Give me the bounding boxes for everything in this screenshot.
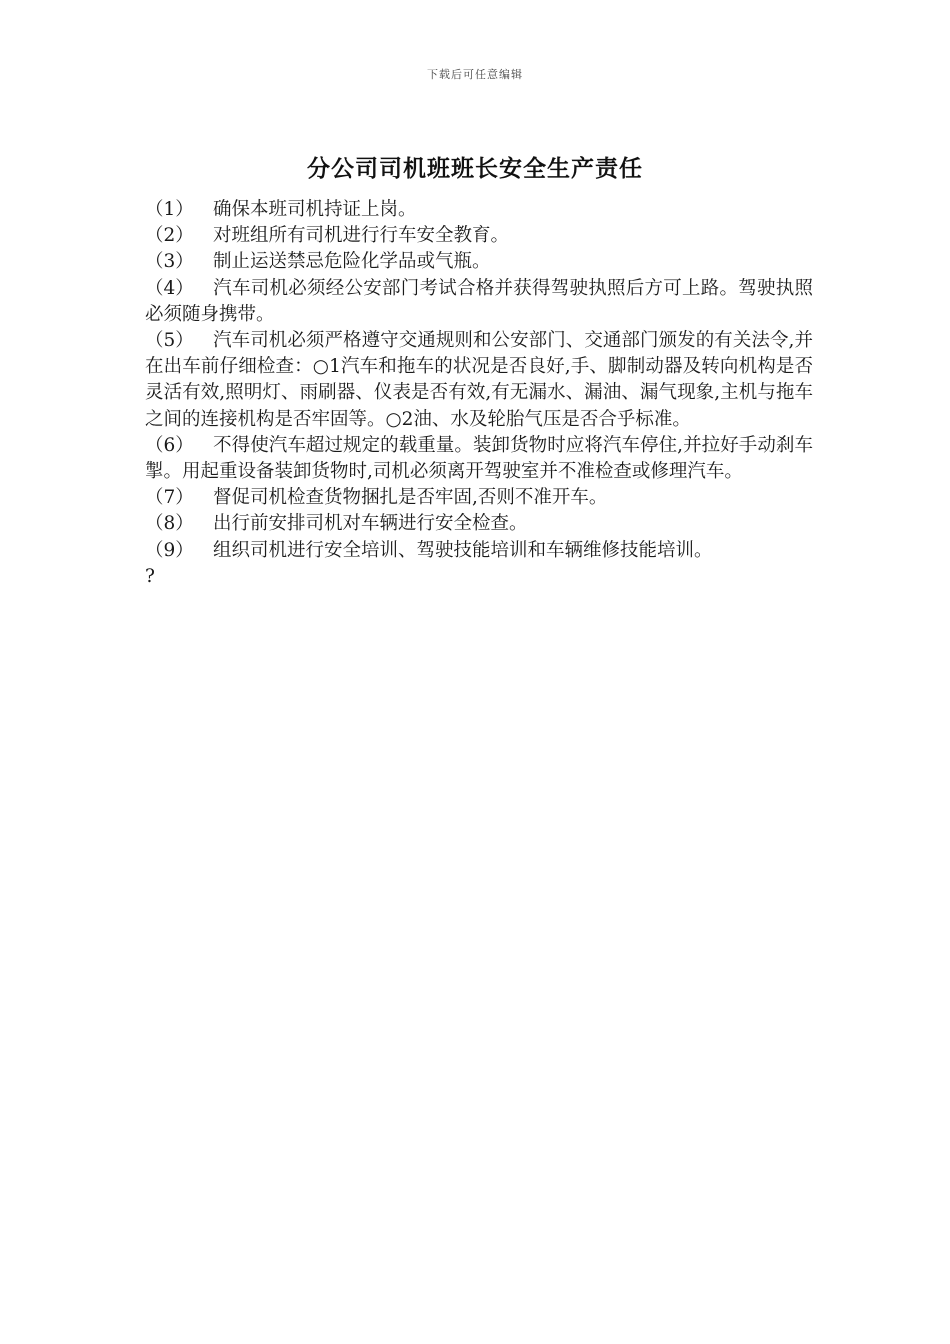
item-text: 对班组所有司机进行行车安全教育。 xyxy=(213,225,510,247)
item-text: 不得使汽车超过规定的载重量。装卸货物时应将汽车停住,并拉好手动刹车掣。用起重设备装卸货物时,司机必须离开驾驶室并不准检查或修理汽车。 xyxy=(145,434,813,483)
list-item xyxy=(145,276,813,328)
document-body xyxy=(145,197,813,590)
list-item xyxy=(145,197,813,223)
item-text: 汽车司机必须严格遵守交通规则和公安部门、交通部门颁发的有关法令,并在出车前仔细检查：○1汽车和拖车的状况是否良好,手、脚制动器及转向机构是否灵活有效,照明灯、雨刷器、仪表是否有效,有无漏水、漏油、漏气现象,主机与拖车之间的连接机构是否牢固等。○2油、水及轮胎气压是否合乎标准。 xyxy=(145,330,813,430)
trailing-mark: ? xyxy=(145,565,155,587)
list-item xyxy=(145,538,813,564)
item-number: （2） xyxy=(145,225,194,247)
item-number: （4） xyxy=(145,277,194,299)
item-number: （7） xyxy=(145,487,194,509)
item-number: （5） xyxy=(145,330,194,352)
list-item xyxy=(145,511,813,537)
item-text: 确保本班司机持证上岗。 xyxy=(213,199,417,220)
item-number: （8） xyxy=(145,513,194,535)
list-item xyxy=(145,328,813,433)
item-text: 出行前安排司机对车辆进行安全检查。 xyxy=(213,513,528,535)
list-item xyxy=(145,223,813,249)
list-item xyxy=(145,433,813,485)
list-item xyxy=(145,249,813,275)
item-text: 汽车司机必须经公安部门考试合格并获得驾驶执照后方可上路。驾驶执照必须随身携带。 xyxy=(145,277,813,325)
list-item xyxy=(145,485,813,511)
item-text: 组织司机进行安全培训、驾驶技能培训和车辆维修技能培训。 xyxy=(213,539,713,561)
item-number: （6） xyxy=(145,434,194,456)
item-number: （3） xyxy=(145,251,194,273)
header-note: 下载后可任意编辑 xyxy=(427,68,523,81)
item-text: 督促司机检查货物捆扎是否牢固,否则不准开车。 xyxy=(213,487,608,509)
item-text: 制止运送禁忌危险化学品或气瓶。 xyxy=(213,251,491,273)
item-number: （9） xyxy=(145,539,194,561)
document-title: 分公司司机班班长安全生产责任 xyxy=(307,155,643,182)
item-number: （1） xyxy=(145,199,194,220)
